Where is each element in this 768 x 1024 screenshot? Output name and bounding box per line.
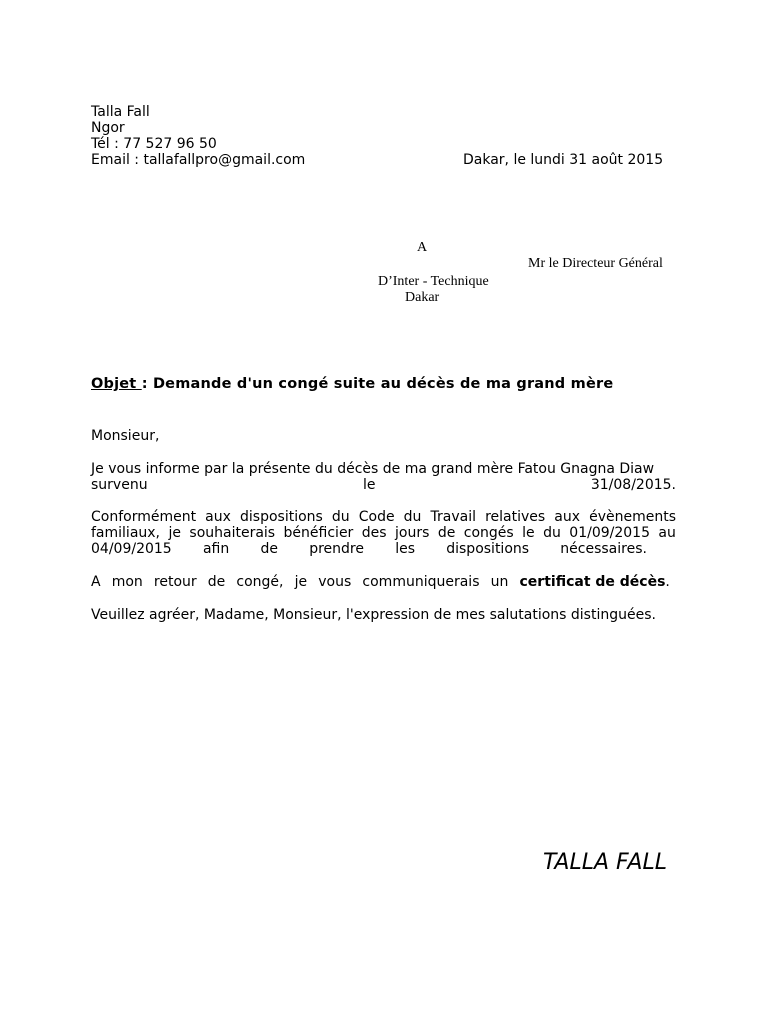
word: aux bbox=[554, 509, 581, 525]
word: dispositions bbox=[446, 541, 530, 557]
certificate-bold-text: certificat de décès bbox=[519, 574, 666, 590]
recipient-company: D’Inter - Technique bbox=[378, 274, 489, 289]
word: nécessaires. bbox=[560, 541, 647, 557]
recipient-to: A bbox=[417, 240, 428, 255]
word: jours bbox=[394, 525, 430, 541]
paragraph-1-text: Je vous informe par la présente du décès de ma grand mère Fatou Gnagna Diaw bbox=[91, 461, 655, 477]
word: 04/09/2015 bbox=[91, 541, 172, 557]
paragraph-2-line-3 bbox=[91, 541, 647, 557]
word: souhaiterais bbox=[189, 525, 276, 541]
word: communiquerais bbox=[362, 574, 480, 590]
subject-text: Demande d'un congé suite au décès de ma grand mère bbox=[147, 376, 614, 392]
sender-city: Ngor bbox=[91, 120, 125, 136]
word: le bbox=[362, 477, 376, 493]
word: vous bbox=[318, 574, 352, 590]
word: je bbox=[168, 525, 181, 541]
sender-phone: Tél : 77 527 96 50 bbox=[91, 136, 217, 152]
word: Conformément bbox=[91, 509, 197, 525]
paragraph-3 bbox=[91, 574, 670, 590]
period: . bbox=[665, 574, 670, 590]
word: 01/09/2015 bbox=[569, 525, 650, 541]
subject-colon: : bbox=[141, 376, 148, 392]
word: congés bbox=[463, 525, 514, 541]
word: dispositions bbox=[240, 509, 323, 525]
sender-name: Talla Fall bbox=[91, 104, 150, 120]
word: congé, bbox=[236, 574, 284, 590]
recipient-title: Mr le Directeur Général bbox=[528, 256, 663, 271]
word: prendre bbox=[309, 541, 364, 557]
salutation: Monsieur, bbox=[91, 428, 160, 444]
word: bénéficier bbox=[283, 525, 354, 541]
subject-label: Objet bbox=[91, 376, 142, 392]
word: évènements bbox=[589, 509, 676, 525]
word: le bbox=[522, 525, 535, 541]
word: de bbox=[260, 541, 278, 557]
word: 31/08/2015. bbox=[590, 477, 676, 493]
paragraph-2-line-2 bbox=[91, 525, 676, 541]
word: du bbox=[543, 525, 561, 541]
word: relatives bbox=[485, 509, 546, 525]
word: Code bbox=[358, 509, 395, 525]
place-date: Dakar, le lundi 31 août 2015 bbox=[463, 152, 664, 168]
word: de bbox=[437, 525, 456, 541]
word: du bbox=[331, 509, 350, 525]
word: afin bbox=[202, 541, 230, 557]
word: un bbox=[490, 574, 509, 590]
paragraph-1-line-2 bbox=[91, 477, 676, 493]
paragraph-1-line-1 bbox=[91, 461, 676, 477]
word: de bbox=[207, 574, 226, 590]
word: les bbox=[395, 541, 415, 557]
recipient-city: Dakar bbox=[405, 290, 440, 305]
paragraph-2-line-1 bbox=[91, 509, 676, 525]
word: Travail bbox=[430, 509, 476, 525]
word: mon bbox=[111, 574, 143, 590]
word: familiaux, bbox=[91, 525, 161, 541]
word: A bbox=[91, 574, 101, 590]
word: du bbox=[403, 509, 422, 525]
word: retour bbox=[153, 574, 197, 590]
word: je bbox=[294, 574, 308, 590]
word: des bbox=[361, 525, 387, 541]
word: au bbox=[658, 525, 676, 541]
subject-line bbox=[91, 376, 613, 392]
word: aux bbox=[205, 509, 231, 525]
sender-email: Email : tallafallpro@gmail.com bbox=[91, 152, 306, 168]
word: survenu bbox=[91, 477, 148, 493]
signature: TALLA FALL bbox=[543, 850, 667, 875]
closing-formula: Veuillez agréer, Madame, Monsieur, l'expression de mes salutations distinguées. bbox=[91, 607, 656, 623]
